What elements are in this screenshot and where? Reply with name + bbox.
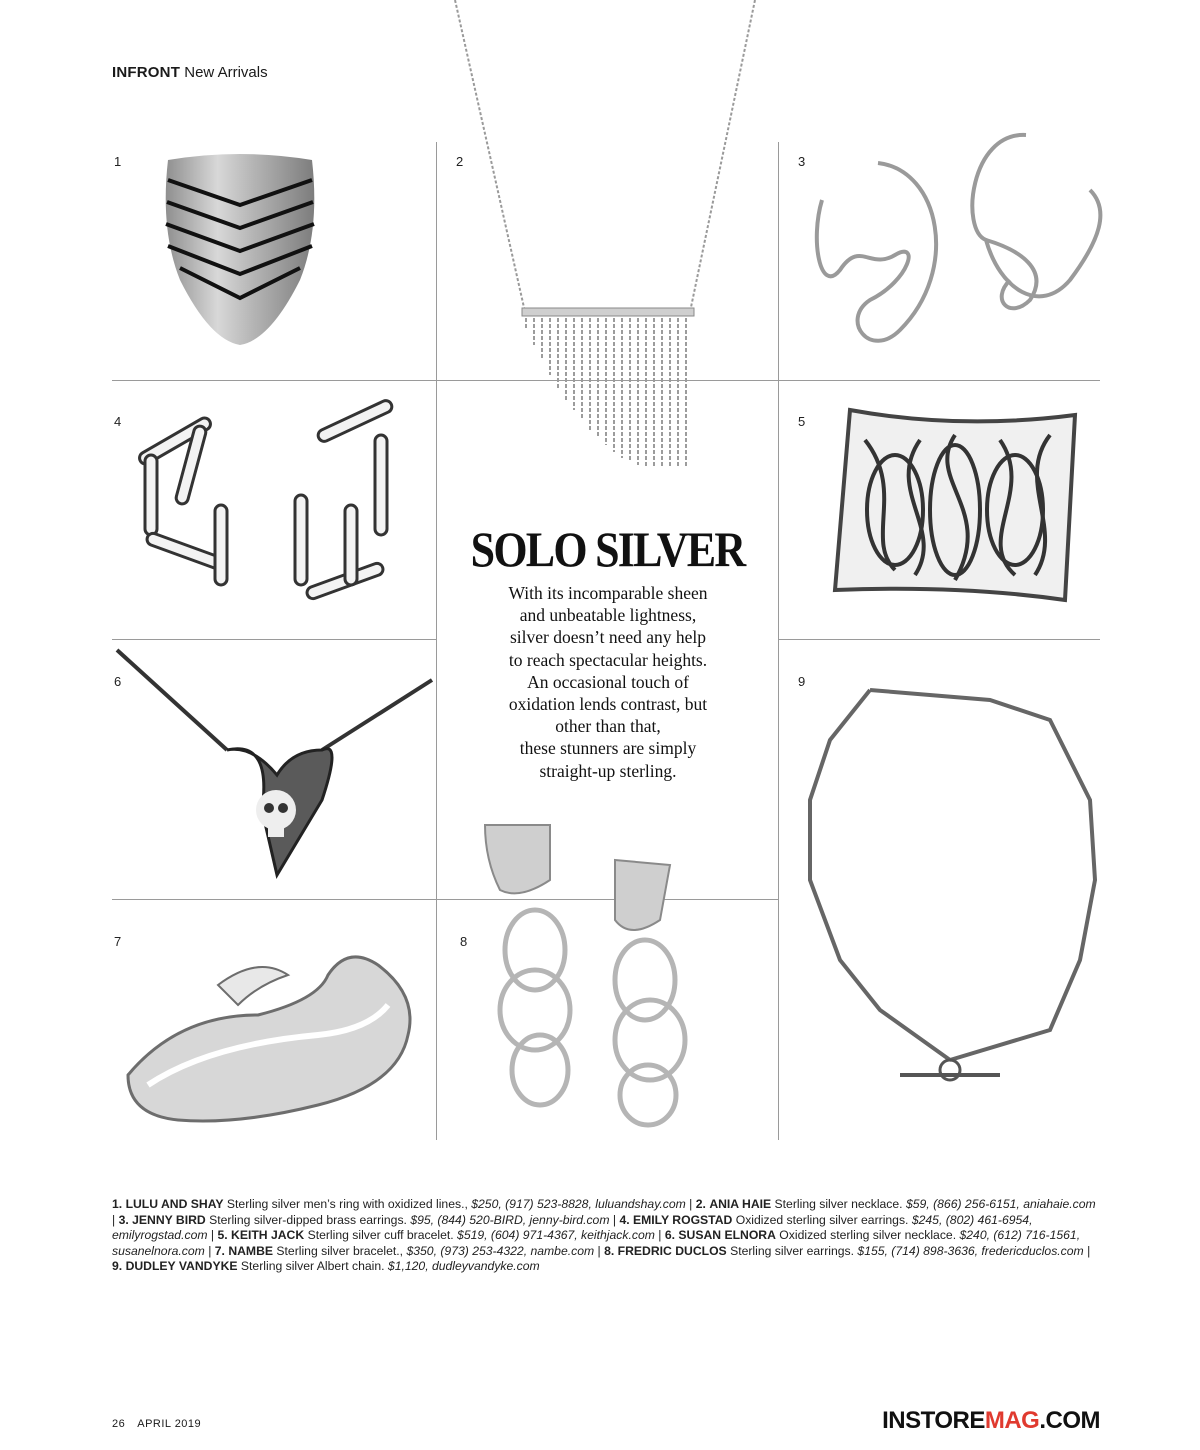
credit-desc: Sterling silver men’s ring with oxidized lines.,: [226, 1197, 468, 1211]
issue-date: APRIL 2019: [137, 1418, 202, 1430]
credit-num: 1.: [112, 1197, 123, 1211]
credit-brand: LULU AND SHAY: [125, 1197, 224, 1211]
credit-brand: ANIA HAIE: [709, 1197, 772, 1211]
feature-body: [458, 582, 758, 782]
feature-title: SOLO SILVER: [470, 521, 745, 577]
credit-info: $519, (604) 971-4367, keithjack.com: [457, 1228, 655, 1243]
item-number-7: 7: [114, 934, 122, 949]
credit-brand: FREDRIC DUCLOS: [617, 1243, 727, 1258]
credit-num: 3.: [118, 1212, 129, 1227]
magazine-brand: [882, 1407, 1100, 1435]
wave-bangle-icon: [118, 945, 428, 1125]
credit-brand: SUSAN ELNORA: [678, 1228, 776, 1243]
celtic-cuff-icon: [825, 400, 1095, 620]
credit-info: $350, (973) 253-4322, nambe.com: [406, 1243, 595, 1258]
credit-info: $59, (866) 256-6151, aniahaie.com: [905, 1197, 1096, 1211]
item-number-4: 4: [114, 414, 122, 429]
skull-heart-necklace-icon: [112, 640, 436, 890]
item-number-6: 6: [114, 674, 122, 689]
credit-desc: Sterling silver bracelet.,: [276, 1243, 404, 1258]
credit-info: $155, (714) 898-3636, fredericduclos.com: [857, 1243, 1084, 1258]
bar-link-earrings-icon: [125, 395, 425, 625]
feature-line: straight-up sterling.: [539, 760, 677, 781]
love-hoop-earrings-icon: [800, 130, 1110, 370]
brand-end: .COM: [1039, 1407, 1100, 1434]
item-number-9: 9: [798, 674, 806, 689]
credit-desc: Sterling silver cuff bracelet.: [307, 1228, 454, 1243]
credit-desc: Sterling silver necklace.: [774, 1197, 903, 1211]
credit-brand: JENNY BIRD: [132, 1212, 206, 1227]
section-header: [112, 64, 268, 81]
credit-brand: KEITH JACK: [231, 1228, 305, 1243]
item-number-1: 1: [114, 154, 122, 169]
brand-main: INSTORE: [882, 1407, 985, 1434]
grid-vline-right: [778, 142, 779, 1140]
credit-desc: Oxidized sterling silver necklace.: [779, 1228, 957, 1243]
feature-line: silver doesn’t need any help: [509, 627, 706, 648]
lattice-earrings-icon: [480, 820, 720, 1130]
credit-num: 6.: [664, 1228, 675, 1243]
grid-vline-left-lower: [436, 380, 437, 1140]
feature-line: With its incomparable sheen: [508, 583, 708, 603]
item-number-8: 8: [460, 934, 468, 949]
subsection-name: New Arrivals: [184, 64, 268, 81]
credit-brand: EMILY ROGSTAD: [633, 1212, 733, 1227]
credit-info: $245, (802) 461-6954, emilyrogstad.com: [112, 1212, 1033, 1243]
item-number-3: 3: [798, 154, 806, 169]
credit-brand: DUDLEY VANDYKE: [125, 1259, 238, 1274]
credit-desc: Sterling silver-dipped brass earrings.: [209, 1212, 407, 1227]
credit-num: 5.: [217, 1228, 228, 1243]
credit-num: 9.: [112, 1259, 123, 1274]
credit-num: 4.: [619, 1212, 630, 1227]
credit-brand: NAMBE: [228, 1243, 274, 1258]
feature-line: these stunners are simply: [519, 738, 697, 759]
feature-line: An occasional touch of: [527, 671, 689, 692]
feature-line: and unbeatable lightness,: [519, 605, 697, 626]
credit-num: 8.: [604, 1243, 615, 1258]
feature-line: to reach spectacular heights.: [508, 649, 708, 670]
credit-desc: Sterling silver earrings.: [730, 1243, 855, 1258]
credit-num: 7.: [214, 1243, 225, 1258]
feature-line: oxidation lends contrast, but: [508, 694, 708, 715]
credit-desc: Sterling silver Albert chain.: [240, 1259, 385, 1274]
item-number-2: 2: [456, 154, 464, 169]
albert-chain-icon: [790, 680, 1100, 1100]
brand-accent: MAG: [984, 1407, 1040, 1434]
ring-icon: [150, 150, 330, 350]
credit-info: $1,120, dudleyvandyke.com: [387, 1259, 540, 1274]
grid-hline-2-right: [778, 639, 1100, 640]
credit-info: $250, (917) 523-8828, luluandshay.com: [471, 1197, 686, 1211]
feature-line: other than that,: [555, 716, 661, 737]
product-credits: 1. LULU AND SHAY Sterling silver men’s ring with oxidized lines., $250, (917) 523-8828, luluandshay.com | 2. ANIA HAIE Sterling silver necklace. $59, (866) 256-6151, aniahaie.com | 3. JENNY BIRD Sterling silver-dipped brass earrings. $95, (844) 520-BIRD, jenny-bird.com | 4. EMILY ROGSTAD Oxidized sterling silver earrings. $245, (802) 461-6954, emilyrogstad.com | 5. KEITH JACK Sterling silver cuff bracelet. $519, (604) 971-4367, keithjack.com | 6. SUSAN ELNORA Oxidized sterling silver necklace. $240, (612) 716-1561, susanelnora.com | 7. NAMBE Sterling silver bracelet., $350, (973) 253-4322, nambe.com | 8. FREDRIC DUCLOS Sterling silver earrings. $155, (714) 898-3636, fredericduclos.com | 9. DUDLEY VANDYKE Sterling silver Albert chain. $1,120, dudleyvandyke.com: [112, 1197, 1096, 1274]
credit-desc: Oxidized sterling silver earrings.: [735, 1212, 909, 1227]
page-number: 26: [112, 1418, 126, 1430]
section-name: INFRONT: [112, 64, 181, 81]
item-number-5: 5: [798, 414, 806, 429]
page-folio: [112, 1418, 213, 1430]
credit-num: 2.: [695, 1197, 706, 1211]
fringe-necklace-icon: [450, 0, 770, 480]
credit-info: $95, (844) 520-BIRD, jenny-bird.com: [410, 1212, 610, 1227]
credit-info: $240, (612) 716-1561, susanelnora.com: [112, 1228, 1081, 1258]
